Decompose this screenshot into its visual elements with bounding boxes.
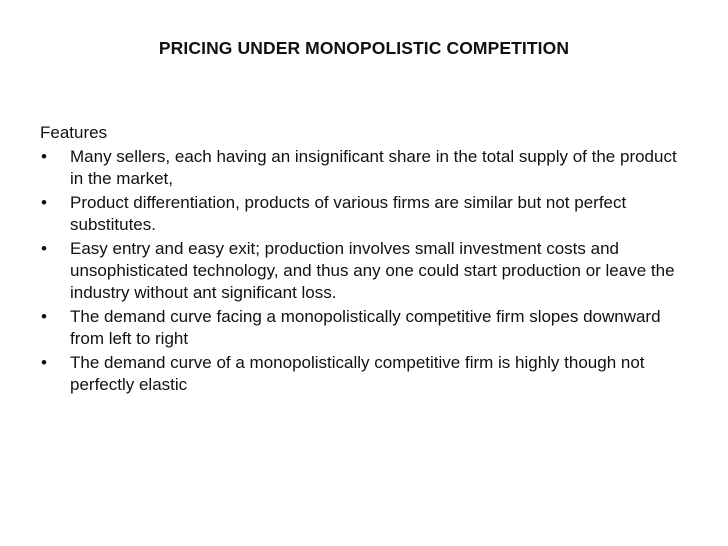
slide-content — [40, 122, 690, 398]
list-item — [40, 192, 690, 236]
bullet-icon: • — [41, 193, 47, 212]
features-heading: Features — [40, 123, 108, 142]
list-item-text: The demand curve of a monopolistically competitive firm is highly though not perfectly elastic — [70, 353, 645, 394]
list-item — [40, 352, 690, 396]
bullet-icon: • — [41, 307, 47, 326]
bullet-icon: • — [41, 353, 47, 372]
features-list — [40, 146, 690, 396]
list-item — [40, 146, 690, 190]
list-item-text: Product differentiation, products of various firms are similar but not perfect substitutes. — [70, 193, 627, 234]
list-item — [40, 306, 690, 350]
list-item-text: Many sellers, each having an insignificant share in the total supply of the product in the market, — [70, 147, 677, 188]
slide-title: PRICING UNDER MONOPOLISTIC COMPETITION — [158, 38, 570, 58]
list-item-text: The demand curve facing a monopolistically competitive firm slopes downward from left to right — [70, 307, 661, 348]
list-item-text: Easy entry and easy exit; production involves small investment costs and unsophisticated technology, and thus any one could start production or leave the industry without ant significant loss. — [70, 239, 675, 302]
list-item — [40, 238, 690, 304]
bullet-icon: • — [41, 147, 47, 166]
bullet-icon: • — [41, 239, 47, 258]
